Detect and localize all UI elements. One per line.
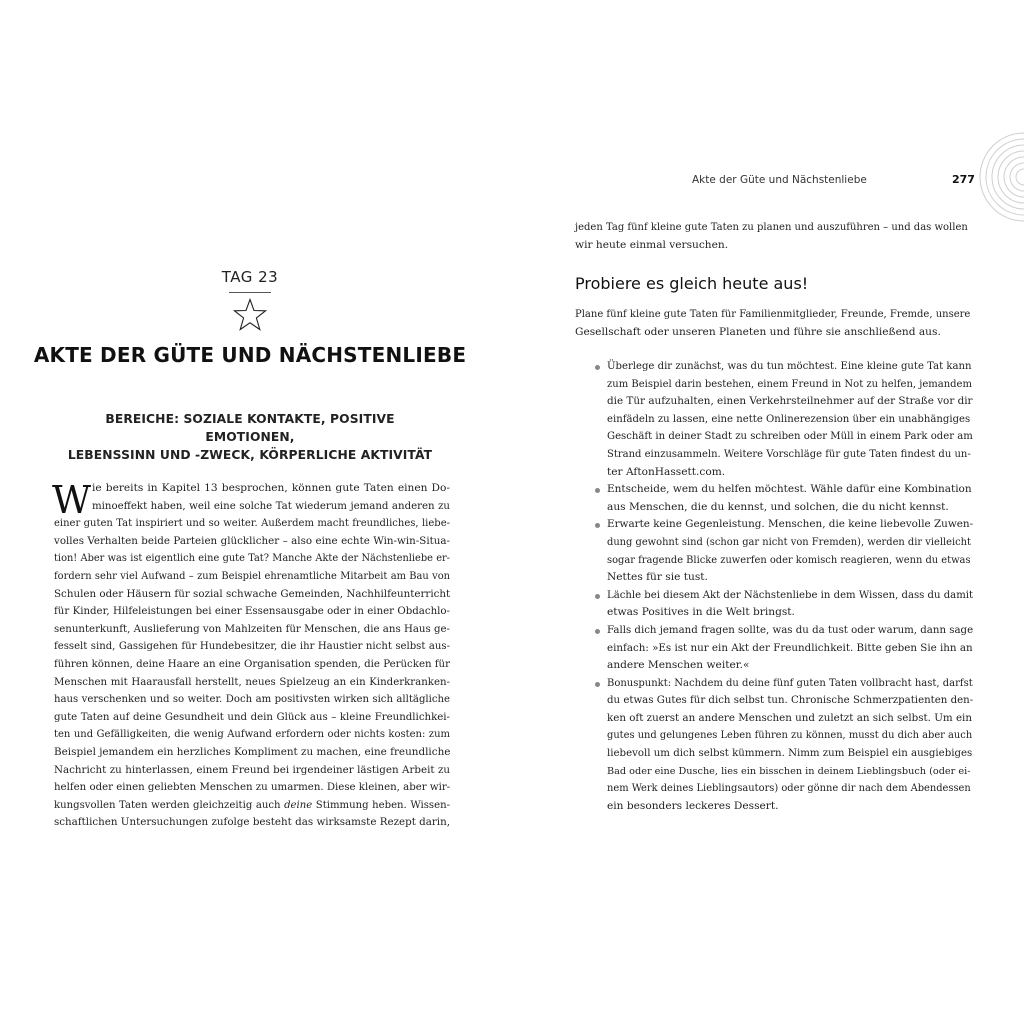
text-line: wir heute einmal versuchen. bbox=[575, 238, 729, 251]
text-line: Falls dich jemand fragen sollte, was du da tust oder warum, dann sage bbox=[607, 624, 974, 636]
body-text bbox=[54, 480, 450, 832]
page-number: 277 bbox=[952, 173, 975, 186]
areas-subtitle bbox=[60, 410, 440, 464]
text-line: Plane fünf kleine gute Taten für Familienmitglieder, Freunde, Fremde, unsere bbox=[575, 309, 971, 320]
section-heading: Probiere es gleich heute aus! bbox=[575, 274, 809, 293]
text-line: Geschäft in deiner Stadt zu schreiben oder Müll in einem Park oder am bbox=[607, 431, 973, 443]
text-line: Entscheide, wem du helfen möchtest. Wähle dafür eine Kombination bbox=[607, 483, 972, 496]
bullet-dot-icon bbox=[595, 594, 600, 599]
text-line: ter AftonHassett.com. bbox=[607, 465, 726, 478]
text-line: jeden Tag fünf kleine gute Taten zu planen und auszuführen – und das wollen bbox=[575, 222, 968, 233]
text-line: Bonuspunkt: Nachdem du deine fünf guten Taten vollbracht hast, darfst bbox=[607, 677, 973, 689]
text-line: Menschen mit Haarausfall herstellt, neues Spielzeug an ein Kinderkranken- bbox=[54, 676, 450, 688]
text-line: volles Verhalten beide Parteien glücklicher – also eine echte Win-win-Situa- bbox=[54, 534, 450, 547]
text-line: Strand einzusammeln. Weitere Vorschläge für gute Taten findest du un- bbox=[607, 448, 971, 460]
text-line: Schulen oder Häusern für sozial schwache Gemeinden, Nachhilfeunterricht bbox=[54, 587, 451, 600]
text-line: nem Werk deines Lieblingsautors) oder gönne dir nach dem Abendessen bbox=[607, 783, 971, 795]
bullet-dot-icon bbox=[595, 682, 600, 687]
text-line: Nettes für sie tust. bbox=[607, 571, 708, 584]
areas-line: BEREICHE: SOZIALE KONTAKTE, POSITIVE EMOTIONEN, bbox=[105, 412, 395, 444]
text-line: senunterkunft, Auslieferung von Mahlzeiten für Menschen, die ans Haus ge- bbox=[54, 623, 450, 635]
text-line: Beispiel jemandem ein herzliches Kompliment zu machen, eine freundliche bbox=[54, 745, 451, 758]
bullet-item bbox=[593, 516, 973, 586]
text-line: gute Taten auf deine Gesundheit und dein Glück aus – kleine Freundlichkei- bbox=[54, 711, 450, 723]
text-line: einer guten Tat inspiriert und so weiter. Außerdem macht freundliches, liebe- bbox=[54, 518, 450, 530]
text-line: dung gewohnt sind (schon gar nicht von Fremden), werden dir vielleicht bbox=[607, 536, 972, 548]
text-line: Lächle bei diesem Akt der Nächstenliebe in dem Wissen, dass du damit bbox=[607, 589, 974, 601]
text-line: gutes und gelungenes Leben führen zu können, musst du dich aber auch bbox=[607, 730, 973, 742]
text-line: schaftlichen Untersuchungen zufolge besteht das wirksamste Rezept darin, bbox=[54, 816, 450, 829]
lead-paragraph bbox=[575, 306, 971, 341]
text-line: Überlege dir zunächst, was du tun möchtest. Eine kleine gute Tat kann bbox=[607, 361, 972, 372]
bullet-dot-icon bbox=[595, 523, 600, 528]
bullet-dot-icon bbox=[595, 629, 600, 634]
bullet-item bbox=[593, 622, 973, 675]
text-line: zum Beispiel darin bestehen, einem Freund in Not zu helfen, jemandem bbox=[607, 378, 972, 390]
bullet-item bbox=[593, 481, 973, 516]
chapter-title: AKTE DER GÜTE UND NÄCHSTENLIEBE bbox=[33, 343, 467, 367]
text-line: fordern sehr viel Aufwand – zum Beispiel ehrenamtliche Mitarbeit am Bau von bbox=[54, 570, 450, 582]
text-line: Erwarte keine Gegenleistung. Menschen, die keine liebevolle Zuwen- bbox=[607, 518, 974, 531]
text-line: liebevoll um dich selbst kümmern. Nimm zum Beispiel ein ausgiebiges bbox=[607, 748, 973, 760]
text-line: helfen oder einen geliebten Menschen zu umarmen. Diese kleinen, aber wir- bbox=[54, 782, 451, 794]
running-head: Akte der Güte und Nächstenliebe bbox=[692, 174, 867, 186]
text-line: ten und Gefälligkeiten, die wenig Aufwand erfordern oder nichts kosten: zum bbox=[54, 729, 450, 741]
text-line: kungsvollen Taten werden gleichzeitig auch deine Stimmung heben. Wissen- bbox=[54, 799, 450, 811]
bullet-item bbox=[593, 587, 973, 622]
bullet-item bbox=[593, 675, 973, 816]
text-line: Nachricht zu hinterlassen, einem Freund bei irgendeiner lästigen Arbeit zu bbox=[54, 763, 450, 776]
bullet-dot-icon bbox=[595, 365, 600, 370]
text-line: du etwas Gutes für dich selbst tun. Chronische Schmerzpatienten den- bbox=[607, 695, 974, 707]
day-divider bbox=[229, 292, 271, 293]
right-page bbox=[512, 0, 1024, 1024]
star-outline-icon bbox=[233, 298, 267, 332]
text-line: tion! Aber was ist eigentlich eine gute Tat? Manche Akte der Nächstenliebe er- bbox=[54, 553, 450, 565]
areas-line: LEBENSSINN UND -ZWECK, KÖRPERLICHE AKTIVITÄT bbox=[67, 448, 433, 462]
text-line: führen können, deine Haare an eine Organisation spenden, die Perücken für bbox=[54, 658, 450, 670]
text-line: einfach: »Es ist nur ein Akt der Freundlichkeit. Bitte geben Sie ihn an bbox=[607, 641, 973, 654]
text-line: aus Menschen, die du kennst, und solchen, die du nicht kennst. bbox=[607, 500, 949, 513]
bullet-item bbox=[593, 358, 973, 481]
text-line: etwas Positives in die Welt bringst. bbox=[607, 606, 795, 619]
bullet-list bbox=[593, 358, 973, 815]
text-line: haus verschenken und so weiter. Doch am positivsten wirken sich alltägliche bbox=[54, 694, 450, 706]
text-line: andere Menschen weiter.« bbox=[607, 659, 750, 672]
text-line: ken oft zuerst an andere Menschen und zuletzt an sich selbst. Um ein bbox=[607, 711, 972, 724]
drop-cap: W bbox=[52, 478, 92, 522]
bullet-dot-icon bbox=[595, 488, 600, 493]
text-line: minoeffekt haben, weil eine solche Tat wiederum jemand anderen zu bbox=[92, 500, 450, 512]
emphasis: deine bbox=[284, 799, 313, 811]
day-label: TAG 23 bbox=[221, 268, 279, 286]
text-line: fesselt sind, Gassigehen für Hundebesitzer, die ihr Haustier nicht selbst aus- bbox=[54, 641, 450, 653]
text-line: die Tür aufzuhalten, einen Verkehrsteilnehmer auf der Straße vor dir bbox=[607, 395, 973, 408]
text-line: Gesellschaft oder unseren Planeten und führe sie anschließend aus. bbox=[575, 325, 941, 338]
text-line: sogar fragende Blicke zuwerfen oder komisch reagieren, wenn du etwas bbox=[607, 554, 971, 566]
intro-paragraph bbox=[575, 219, 971, 254]
text-line: für Kinder, Hilfeleistungen bei einer Essensausgabe oder in einer Obdachlo- bbox=[54, 606, 450, 618]
text-line: ein besonders leckeres Dessert. bbox=[607, 799, 779, 812]
text-line: einfädeln zu lassen, eine nette Onlinerezension über ein unabhängiges bbox=[607, 413, 971, 425]
text-line: ie bereits in Kapitel 13 besprochen, können gute Taten einen Do- bbox=[92, 482, 450, 494]
text-line: Bad oder eine Dusche, lies ein bisschen in deinem Lieblingsbuch (oder ei- bbox=[607, 765, 971, 777]
